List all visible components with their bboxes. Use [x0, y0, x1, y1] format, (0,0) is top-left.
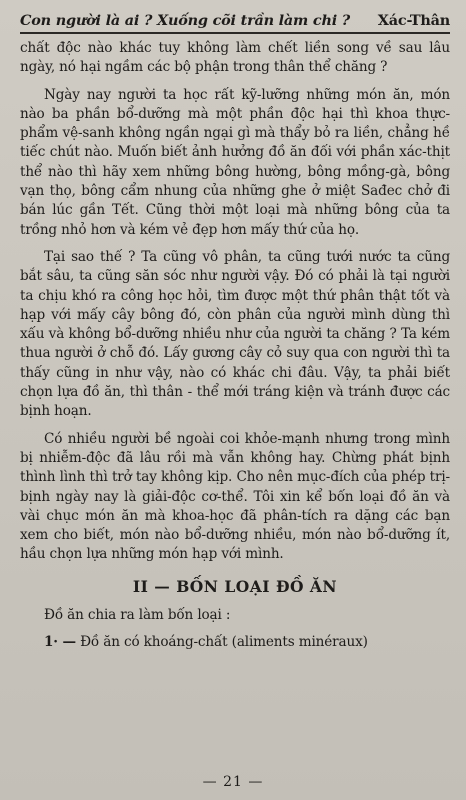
page-number: — 21 — — [202, 774, 264, 790]
section-intro: Đồ ăn chia ra làm bốn loại : — [44, 607, 231, 624]
header-rule — [20, 32, 450, 34]
list-item-number: 1· — — [44, 634, 76, 651]
running-header — [20, 12, 450, 32]
paragraph-continued: chất độc nào khác tuy không làm chết liền song về sau lâu ngày, nó hại ngầm các bộ phận trong thân thể chăng ? — [20, 40, 450, 76]
paragraph: Tại sao thế ? Ta cũng vô phân, ta cũng tưới nước ta cũng bắt sâu, ta cũng săn sóc như người vậy. Đó có phải là tại người ta chịu khó ra công học hỏi, tìm được một thứ phân thật tốt và hạp với mấy cây bông đó, còn phân của người mình dùng thì xấu và không bổ-dưỡng nhiều như của người ta chăng ? Ta kém thua người ở chỗ đó. Lấy gương cây cỏ suy qua con người thì ta thấy cũng in như vậy, nào có khác chi đâu. Vậy, ta phải biết chọn lựa đồ ăn, thì thân - thể mới tráng kiện và tránh được các bịnh hoạn. — [20, 248, 450, 420]
list-item-text: Đồ ăn có khoáng-chất (aliments minéraux) — [80, 634, 368, 651]
header-chapter: Xác-Thân — [377, 12, 450, 29]
paragraph: Ngày nay người ta học rất kỹ-lưỡng những món ăn, món nào ba phần bổ-dưỡng mà một phần độc hại thì khoa thực-phẩm vệ-sanh không ngần ngại gì mà thẩy bỏ ra liền, chẳng hề tiếc chút nào. Muốn biết ảnh hưởng đồ ăn đối với phần xác-thịt thể nào thì hãy xem những bông hường, bông mồng-gà, bông vạn thọ, bông cẩm nhung của những ghe ở miệt Sađec chở đi bán lúc gần Tết. Cũng thời một loại mà những bông của ta trồng nhỏ hơn và kém vẻ đẹp hơn mấy thứ của họ. — [20, 86, 450, 238]
body-text — [20, 39, 450, 653]
paragraph: Có nhiều người bề ngoài coi khỏe-mạnh nhưng trong mình bị nhiễm-độc đã lâu rồi mà vẫn không hay. Chừng phát bịnh thình lình thì trở tay không kịp. Cho nên mục-đích của phép trị-bịnh ngày nay là giải-độc cơ-thể. Tôi xin kể bốn loại đồ ăn và vài chục món ăn mà khoa-học đã phân-tích ra dặng các bạn xem cho biết, món nào bổ-dưỡng nhiều, món nào bổ-dưỡng ít, hầu chọn lựa những món hạp với mình. — [20, 430, 450, 563]
header-title: Con người là ai ? Xuống cõi trần làm chi ? — [20, 12, 351, 29]
list-item — [20, 633, 450, 652]
section-heading: II — BỐN LOẠI ĐỒ ĂN — [132, 576, 338, 596]
